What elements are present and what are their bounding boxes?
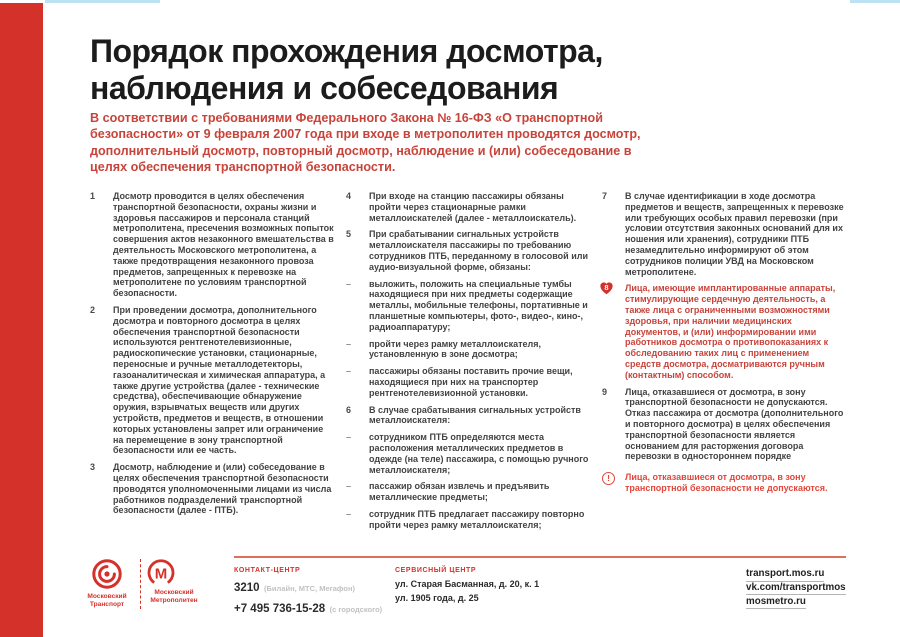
footer-logos xyxy=(80,558,201,609)
item-text: При проведении досмотра, дополнительного досмотра и повторного досмотра в целях обеспечения транспортной безопасности используются рентгенотелевизионные, радиоскопические установки, стационарные, переносные и ручные металлодетекторы, газоаналитическая и химическая аппаратура, а также другие устройства (далее - технические средства), обеспечивающие обнаружение оружия, взрывчатых веществ или других устройств, предметов и веществ, в отношении которых установлены запрет или ограничение на перемещение в зону транспортной безопасности или ее часть. xyxy=(113,304,326,456)
warning-text: Лица, отказавшиеся от досмотра, в зону транспортной безопасности не допускаются. xyxy=(625,472,828,493)
item-number: 3 xyxy=(90,462,96,473)
item-number: 9 xyxy=(602,386,608,397)
list-item-3 xyxy=(90,462,334,516)
item-text: Лица, отказавшиеся от досмотра, в зону транспортной безопасности не допускаются. Отказ пассажира от досмотра (дополнительного и повторного досмотра) в целях обеспечения транспортной безопасности является основанием для расторжения договора перевозки в одностороннем порядке xyxy=(625,386,844,462)
item-number: 4 xyxy=(346,191,352,201)
item-text: Досмотр, наблюдение и (или) собеседование в целях обеспечения транспортной безопасности проводятся уполномоченными лицами из числа работников подразделений транспортной безопасности (далее - ПТБ). xyxy=(113,462,332,516)
left-red-band xyxy=(0,3,43,637)
list-item-5 xyxy=(346,229,590,272)
moscow-transport-logo xyxy=(80,558,134,608)
dash-bullet: – xyxy=(346,432,352,443)
item-text: Лица, имеющие имплантированные аппараты, стимулирующие сердечную деятельность, а также лица с ограниченными возможностями здоровья, при наличии медицинских документов, и (или) информировании ими работников досмотра о противопоказаниях к обследованию таких лиц с применением средств досмотра, досматриваются ручным (контактным) способом. xyxy=(625,283,836,380)
moscow-metro-label: Московский Метрополитен xyxy=(150,589,198,604)
list-item-4 xyxy=(346,191,590,223)
top-edge-artifact-right xyxy=(850,0,900,3)
item-number: 5 xyxy=(346,229,352,240)
service-address-2: ул. 1905 года, д. 25 xyxy=(395,592,479,603)
phone-short-number: 3210 xyxy=(234,582,260,594)
item-number: 1 xyxy=(90,191,96,201)
list-item-8 xyxy=(602,283,846,380)
contact-phone-city xyxy=(234,599,382,617)
dash-bullet: – xyxy=(346,278,352,289)
exclamation-circle-icon: ! xyxy=(602,472,625,485)
item-text: При входе на станцию пассажиры обязаны пройти через стационарные рамки металлоискателей (далее - металлоискатель). xyxy=(369,191,577,223)
dash-bullet: – xyxy=(346,481,352,492)
service-center-heading: СЕРВИСНЫЙ ЦЕНТР xyxy=(395,567,477,574)
refusal-warning xyxy=(602,472,846,494)
list-sub-item xyxy=(346,366,590,398)
item-text: В случае срабатывания сигнальных устройств металлоискателя: xyxy=(369,404,581,426)
item-number: 7 xyxy=(602,191,608,201)
page-title-line2: наблюдения и собеседования xyxy=(90,70,559,106)
item-text: При срабатывании сигнальных устройств металлоискателя пассажиры по требованию сотрудников ПТБ, переданному в голосовой или аудио-визуальной форме, обязаны: xyxy=(369,229,588,272)
sub-item-text: пассажир обязан извлечь и предъявить металлические предметы; xyxy=(369,481,550,503)
sub-item-text: выложить, положить на специальные тумбы находящиеся при них предметы содержащие металлы, мобильные телефоны, портативные и планшетные компьютеры, фото-, видео-, кино-, радиоаппаратуру; xyxy=(369,278,588,332)
dash-bullet: – xyxy=(346,338,352,349)
phone-city-number: +7 495 736-15-28 xyxy=(234,603,326,615)
moscow-metro-logo xyxy=(147,558,201,604)
column-3 xyxy=(602,191,846,531)
sub-item-text: сотрудник ПТБ предлагает пассажиру повторно пройти через рамку металлоискателя; xyxy=(369,508,585,530)
page-title-line1: Порядок прохождения досмотра, xyxy=(90,33,603,69)
link-transport-mos-ru: transport.mos.ru xyxy=(746,568,824,582)
footer-divider-line xyxy=(234,556,846,558)
intro-paragraph: В соответствии с требованиями Федерального Закона № 16-ФЗ «О транспортной безопасности» от 9 февраля 2007 года при входе в метрополитен проводятся досмотр, дополнительный досмотр, повторный досмотр, наблюдение и (или) собеседование в целях обеспечения транспортной безопасности. xyxy=(90,111,641,174)
phone-short-note: (Билайн, МТС, Мегафон) xyxy=(264,584,355,593)
column-1 xyxy=(90,191,334,531)
list-sub-item xyxy=(346,509,590,531)
dash-bullet: – xyxy=(346,366,352,377)
sub-item-text: сотрудником ПТБ определяются места расположения металлических предметов в одежде (на теле) пассажира, с помощью ручного металлоискателя; xyxy=(369,432,589,475)
contact-phone-short xyxy=(234,578,382,596)
item-number: 8 xyxy=(604,282,609,292)
list-item-7 xyxy=(602,191,846,277)
service-address-1: ул. Старая Басманная, д. 20, к. 1 xyxy=(395,579,540,589)
item-number: 6 xyxy=(346,404,352,415)
moscow-metro-icon xyxy=(147,558,201,586)
service-center-block xyxy=(395,567,539,605)
body-columns xyxy=(90,191,846,531)
item-number: 2 xyxy=(90,304,96,315)
heart-icon xyxy=(602,283,625,300)
item-text: В случае идентификации в ходе досмотра предметов и веществ, запрещенных к перевозке или требующих особых правил перевозки (при условии отсутствия законных оснований для их ношения или хранения), сотрудники ПТБ незамедлительно информируют об этом сотрудников полиции УВД на Московском метрополитене. xyxy=(625,191,844,277)
dash-bullet: – xyxy=(346,508,352,519)
link-vk-transportmos: vk.com/transportmos xyxy=(746,582,846,596)
top-edge-artifact-left xyxy=(45,0,160,3)
list-item-2 xyxy=(90,305,334,456)
item-text: Досмотр проводится в целях обеспечения транспортной безопасности, охраны жизни и здоровья пассажиров и персонала станций метрополитена, пресечения возможных попыток совершения актов незаконного вмешательства в деятельность Московского метрополитена, а также предотвращения незаконного провоза предметов, запрещенных к перевозке на метрополитене по условиям транспортной безопасности. xyxy=(113,191,334,299)
list-sub-item xyxy=(346,279,590,333)
list-sub-item xyxy=(346,432,590,475)
link-mosmetro-ru: mosmetro.ru xyxy=(746,596,806,610)
logo-divider xyxy=(140,559,141,609)
moscow-transport-icon xyxy=(80,558,134,590)
list-sub-item xyxy=(346,481,590,503)
list-sub-item xyxy=(346,339,590,361)
svg-text:М: М xyxy=(154,565,168,583)
list-item-9 xyxy=(602,387,846,463)
moscow-transport-label: Московский Транспорт xyxy=(87,593,127,608)
phone-city-note: (с городского) xyxy=(329,605,383,614)
list-item-1 xyxy=(90,191,334,299)
sub-item-text: пассажиры обязаны поставить прочие вещи, находящиеся при них на транспортер рентгенотелевизионной установки. xyxy=(369,366,573,398)
contact-center-block xyxy=(234,567,382,620)
list-item-6 xyxy=(346,405,590,427)
column-2 xyxy=(346,191,590,531)
sub-item-text: пройти через рамку металлоискателя, установленную в зоне досмотра; xyxy=(369,338,541,360)
footer-links xyxy=(746,565,846,606)
page-title xyxy=(90,33,730,107)
contact-center-heading: КОНТАКТ-ЦЕНТР xyxy=(234,567,301,574)
